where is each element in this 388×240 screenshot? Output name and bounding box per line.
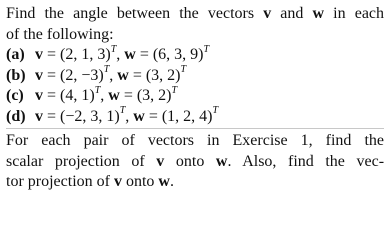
problem-1-items: [6, 45, 384, 127]
item-c-w: , w = (3, 2): [100, 87, 172, 104]
item-a: [6, 45, 384, 66]
item-a-w-transpose: T: [203, 43, 210, 55]
problem-1-prompt-line-2: of the following:: [6, 25, 114, 43]
item-d-v: v = (−2, 3, 1): [35, 107, 120, 125]
item-d: [6, 107, 384, 128]
problem-2-line-2: scalar projection of v onto w. Also, find the vec-: [6, 152, 385, 170]
item-d-w-transpose: T: [212, 105, 219, 117]
problem-1-prompt: [6, 4, 384, 45]
problem-2-line-1: For each pair of vectors in Exercise 1, find the: [6, 132, 384, 149]
item-c-w-transpose: T: [171, 84, 178, 96]
problem-1-prompt-line-1: Find the angle between the vectors v and w in each: [6, 5, 385, 22]
item-c: [6, 86, 384, 107]
item-a-v-transpose: T: [110, 43, 117, 55]
item-a-w: , w = (6, 3, 9): [116, 46, 204, 63]
item-b-v-transpose: T: [103, 64, 110, 76]
problem-2-prompt: [6, 131, 384, 193]
item-a-label: (a): [6, 46, 25, 63]
item-b: [6, 66, 384, 87]
item-a-v: v = (2, 1, 3): [35, 46, 111, 63]
problem-2-line-3: tor projection of v onto w.: [6, 173, 174, 190]
item-b-label: (b): [6, 66, 26, 84]
exercise-text: [6, 4, 384, 193]
item-d-w: , w = (1, 2, 4): [125, 107, 213, 125]
item-b-v: v = (2, −3): [35, 66, 104, 84]
item-c-label: (c): [6, 87, 24, 104]
item-c-v: v = (4, 1): [35, 87, 95, 104]
item-b-w: , w = (3, 2): [109, 66, 181, 84]
item-c-v-transpose: T: [94, 84, 101, 96]
item-d-label: (d): [6, 107, 26, 125]
item-b-w-transpose: T: [180, 64, 187, 76]
item-c-equation: [35, 86, 177, 107]
item-b-equation: [35, 66, 186, 87]
item-d-v-transpose: T: [119, 105, 126, 117]
item-d-equation: [35, 107, 218, 128]
section-divider: [6, 128, 384, 129]
item-a-equation: [35, 45, 209, 66]
